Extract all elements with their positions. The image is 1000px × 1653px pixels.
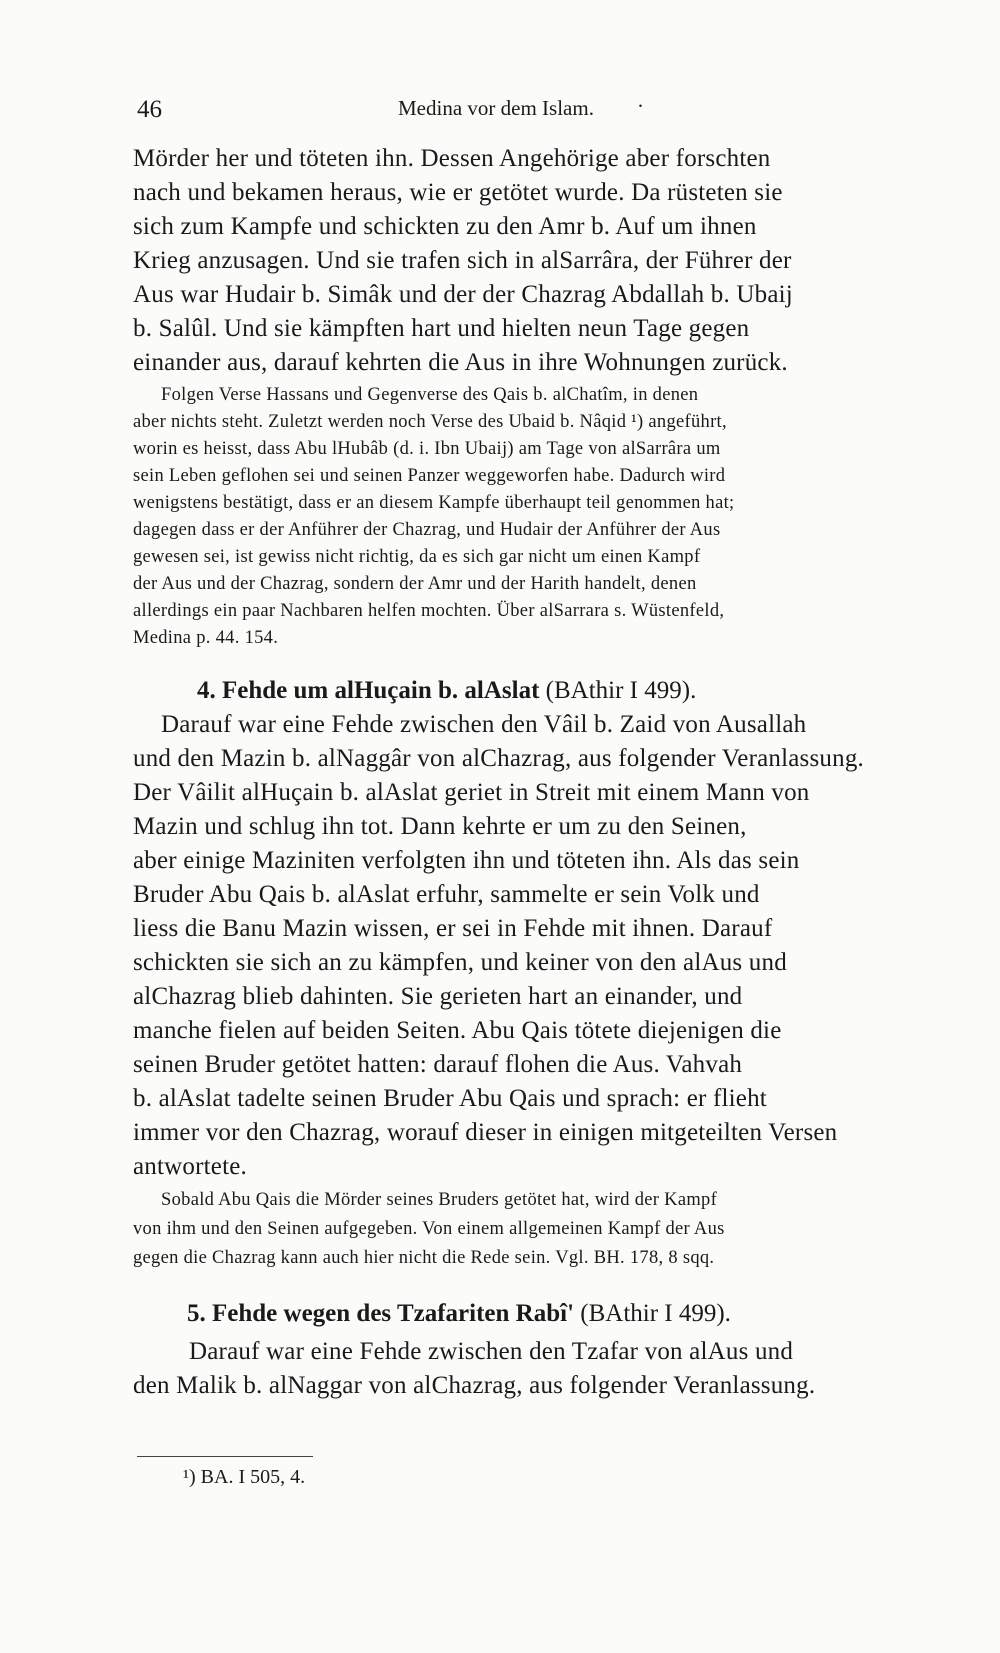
note-line: dagegen dass er der Anführer der Chazrag, und Hudair der Anführer der Aus: [133, 520, 721, 540]
text-line: sich zum Kampfe und schickten zu den Amr b. Auf um ihnen: [133, 213, 757, 240]
text-line: nach und bekamen heraus, wie er getötet wurde. Da rüsteten sie: [133, 179, 783, 206]
running-title: Medina vor dem Islam.: [398, 96, 594, 120]
text-line: einander aus, darauf kehrten die Aus in ihre Wohnungen zurück.: [133, 349, 788, 376]
section-source: (BAthir I 499).: [545, 677, 697, 704]
text-line: b. alAslat tadelte seinen Bruder Abu Qais und sprach: er flieht: [133, 1085, 767, 1112]
note-line: allerdings ein paar Nachbaren helfen mochten. Über alSarrara s. Wüstenfeld,: [133, 601, 725, 621]
text-line: den Malik b. alNaggar von alChazrag, aus folgender Veranlassung.: [133, 1372, 816, 1399]
section-number: 4.: [197, 677, 216, 704]
note-line: der Aus und der Chazrag, sondern der Amr und der Harith handelt, denen: [133, 574, 697, 594]
page-number: 46: [137, 96, 162, 123]
text-line: schickten sie sich an zu kämpfen, und keiner von den alAus und: [133, 949, 787, 976]
text-line: aber einige Maziniten verfolgten ihn und töteten ihn. Als das sein: [133, 847, 800, 874]
text-line: manche fielen auf beiden Seiten. Abu Qais tötete diejenigen die: [133, 1017, 782, 1044]
footnote-rule: [137, 1456, 313, 1457]
section-title: Fehde wegen des Tzafariten Rabî': [212, 1300, 575, 1327]
note-line: sein Leben geflohen sei und seinen Panzer weggeworfen habe. Dadurch wird: [133, 466, 726, 486]
text-line: liess die Banu Mazin wissen, er sei in Fehde mit ihnen. Darauf: [133, 915, 773, 942]
note-line: gegen die Chazrag kann auch hier nicht die Rede sein. Vgl. BH. 178, 8 sqq.: [133, 1248, 715, 1268]
text-line: immer vor den Chazrag, worauf dieser in einigen mitgeteilten Versen: [133, 1119, 838, 1146]
section-number: 5.: [187, 1300, 206, 1327]
section-source: (BAthir I 499).: [580, 1300, 731, 1327]
note-line: wenigstens bestätigt, dass er an diesem Kampfe überhaupt teil genommen hat;: [133, 493, 735, 513]
text-line: Darauf war eine Fehde zwischen den Vâil b. Zaid von Ausallah: [161, 711, 807, 738]
note-line: gewesen sei, ist gewiss nicht richtig, da es sich gar nicht um einen Kampf: [133, 547, 701, 567]
text-line: alChazrag blieb dahinten. Sie gerieten hart an einander, und: [133, 983, 743, 1010]
note-line: von ihm und den Seinen aufgegeben. Von einem allgemeinen Kampf der Aus: [133, 1219, 725, 1239]
note-line: worin es heisst, dass Abu lHubâb (d. i. Ibn Ubaij) am Tage von alSarrâra um: [133, 439, 721, 459]
text-line: Aus war Hudair b. Simâk und der der Chazrag Abdallah b. Ubaij: [133, 281, 793, 308]
note-line: Folgen Verse Hassans und Gegenverse des Qais b. alChatîm, in denen: [161, 385, 699, 405]
text-line: seinen Bruder getötet hatten: darauf flohen die Aus. Vahvah: [133, 1051, 743, 1078]
footnote: ¹) BA. I 505, 4.: [183, 1466, 306, 1488]
section-title: Fehde um alHuçain b. alAslat: [222, 677, 540, 704]
text-line: Mörder her und töteten ihn. Dessen Angehörige aber forschten: [133, 145, 771, 172]
header-mark: ·: [637, 94, 644, 118]
note-line: Medina p. 44. 154.: [133, 628, 279, 648]
text-line: Mazin und schlug ihn tot. Dann kehrte er um zu den Seinen,: [133, 813, 747, 840]
note-line: aber nichts steht. Zuletzt werden noch Verse des Ubaid b. Nâqid ¹) angeführt,: [133, 412, 727, 432]
text-line: Darauf war eine Fehde zwischen den Tzafar von alAus und: [189, 1338, 794, 1365]
text-line: Krieg anzusagen. Und sie trafen sich in alSarrâra, der Führer der: [133, 247, 792, 274]
text-line: Der Vâilit alHuçain b. alAslat geriet in Streit mit einem Mann von: [133, 779, 810, 806]
text-line: und den Mazin b. alNaggâr von alChazrag, aus folgender Veranlassung.: [133, 745, 864, 772]
section-5-heading: [187, 1300, 731, 1328]
note-line: Sobald Abu Qais die Mörder seines Bruders getötet hat, wird der Kampf: [161, 1190, 718, 1210]
section-4-heading: [197, 677, 696, 705]
text-line: Bruder Abu Qais b. alAslat erfuhr, sammelte er sein Volk und: [133, 881, 760, 908]
text-line: b. Salûl. Und sie kämpften hart und hielten neun Tage gegen: [133, 315, 750, 342]
text-line: antwortete.: [133, 1153, 247, 1180]
